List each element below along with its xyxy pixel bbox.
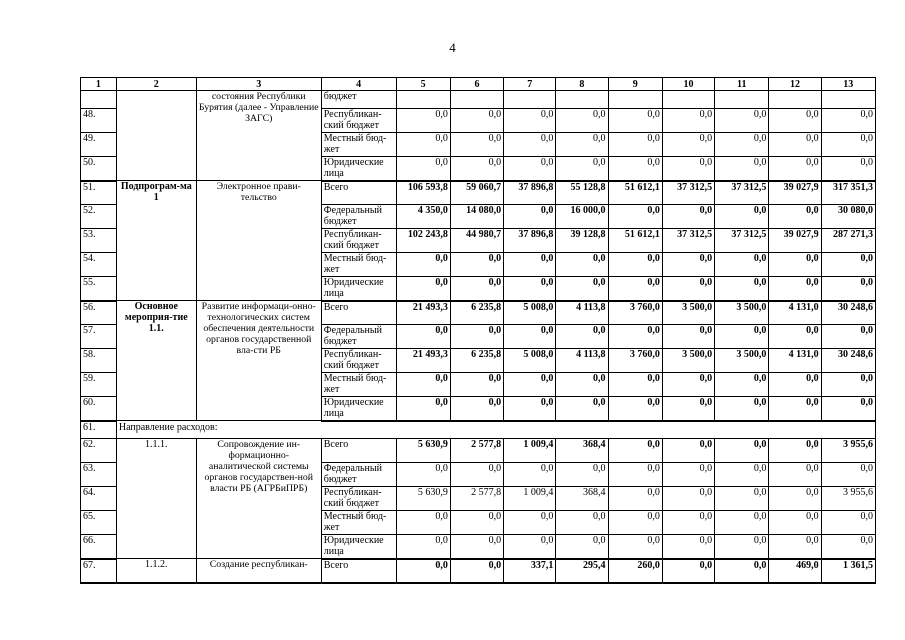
description-cell: Сопровождение ин-формационно-аналитической системы органов государствен-ной власти РБ (АГРБиПРБ) [196,439,321,559]
table-row [81,181,876,205]
column-header-3: 3 [196,78,321,91]
value-cell: 0,0 [715,439,769,463]
value-cell: 317 351,3 [821,181,875,205]
value-cell: 1 009,4 [504,487,556,511]
value-cell: 3 955,6 [821,439,875,463]
value-cell: 0,0 [608,535,662,559]
funding-source: Всего [321,301,396,325]
value-cell: 0,0 [556,535,608,559]
row-number: 49. [81,133,117,157]
funding-source: Местный бюд-жет [321,511,396,535]
value-cell: 0,0 [556,253,608,277]
value-cell: 39 128,8 [556,229,608,253]
value-cell: 0,0 [715,133,769,157]
funding-source: Местный бюд-жет [321,253,396,277]
value-cell: 0,0 [769,325,821,349]
funding-source: бюджет [321,91,396,109]
value-cell: 16 000,0 [556,205,608,229]
funding-source: Республикан-ский бюджет [321,487,396,511]
value-cell: 0,0 [662,487,714,511]
value-cell: 287 271,3 [821,229,875,253]
table-row [81,439,876,463]
row-number: 55. [81,277,117,301]
value-cell: 0,0 [769,373,821,397]
value-cell: 14 080,0 [450,205,503,229]
value-cell: 0,0 [450,325,503,349]
value-cell: 0,0 [396,511,450,535]
value-cell: 2 577,8 [450,439,503,463]
table-row [81,301,876,325]
value-cell: 0,0 [556,277,608,301]
program-cell: 1.1.1. [116,439,196,559]
value-cell: 39 027,9 [769,181,821,205]
section-row [81,421,876,439]
value-cell: 4 113,8 [556,301,608,325]
value-cell: 0,0 [715,277,769,301]
value-cell: 4 113,8 [556,349,608,373]
value-cell: 0,0 [821,277,875,301]
program-cell: 1.1.2. [116,559,196,583]
column-header-2: 2 [116,78,196,91]
value-cell: 5 008,0 [504,301,556,325]
value-cell: 59 060,7 [450,181,503,205]
funding-source: Местный бюд-жет [321,133,396,157]
value-cell: 0,0 [715,157,769,181]
value-cell: 0,0 [821,109,875,133]
value-cell: 0,0 [556,397,608,421]
value-cell: 0,0 [769,439,821,463]
value-cell: 3 760,0 [608,301,662,325]
value-cell: 0,0 [504,463,556,487]
value-cell: 0,0 [608,511,662,535]
value-cell: 3 760,0 [608,349,662,373]
value-cell: 0,0 [715,373,769,397]
value-cell: 0,0 [821,397,875,421]
value-cell: 0,0 [450,535,503,559]
value-cell: 0,0 [608,253,662,277]
value-cell: 0,0 [504,397,556,421]
value-cell: 0,0 [396,373,450,397]
funding-source: Республикан-ский бюджет [321,109,396,133]
value-cell: 0,0 [769,205,821,229]
value-cell: 3 500,0 [662,349,714,373]
column-header-12: 12 [769,78,821,91]
value-cell: 0,0 [504,133,556,157]
value-cell: 0,0 [608,109,662,133]
value-cell: 368,4 [556,439,608,463]
value-cell: 0,0 [715,109,769,133]
value-cell: 0,0 [662,535,714,559]
funding-source: Всего [321,181,396,205]
value-cell: 0,0 [769,463,821,487]
value-cell: 0,0 [715,559,769,583]
value-cell [504,91,556,109]
value-cell: 0,0 [715,511,769,535]
value-cell: 0,0 [715,325,769,349]
value-cell: 0,0 [396,277,450,301]
budget-table [80,77,876,584]
funding-source: Юридические лица [321,277,396,301]
value-cell: 368,4 [556,487,608,511]
value-cell: 0,0 [450,373,503,397]
value-cell: 0,0 [450,397,503,421]
value-cell: 0,0 [504,511,556,535]
column-header-1: 1 [81,78,117,91]
value-cell: 0,0 [608,277,662,301]
value-cell: 0,0 [450,133,503,157]
value-cell: 0,0 [504,373,556,397]
value-cell: 5 630,9 [396,439,450,463]
value-cell: 0,0 [504,205,556,229]
row-number: 65. [81,511,117,535]
value-cell: 0,0 [556,463,608,487]
value-cell: 0,0 [821,463,875,487]
value-cell: 0,0 [821,253,875,277]
value-cell: 4 131,0 [769,349,821,373]
value-cell: 0,0 [504,109,556,133]
funding-source: Юридические лица [321,157,396,181]
value-cell [396,91,450,109]
value-cell: 37 312,5 [662,181,714,205]
row-number: 52. [81,205,117,229]
column-header-6: 6 [450,78,503,91]
value-cell: 0,0 [715,535,769,559]
value-cell: 337,1 [504,559,556,583]
value-cell: 0,0 [769,109,821,133]
value-cell: 0,0 [450,253,503,277]
value-cell: 1 361,5 [821,559,875,583]
value-cell: 0,0 [608,487,662,511]
value-cell: 0,0 [715,253,769,277]
description-cell: состояния Республики Бурятия (далее - Управление ЗАГС) [196,91,321,181]
value-cell: 469,0 [769,559,821,583]
column-header-5: 5 [396,78,450,91]
value-cell: 5 008,0 [504,349,556,373]
value-cell: 0,0 [450,277,503,301]
value-cell: 3 500,0 [715,301,769,325]
row-number: 58. [81,349,117,373]
value-cell: 0,0 [450,157,503,181]
value-cell: 0,0 [769,397,821,421]
value-cell: 0,0 [662,253,714,277]
value-cell: 0,0 [556,511,608,535]
value-cell: 0,0 [504,277,556,301]
row-number: 61. [81,421,117,439]
program-cell: Подпрограм-ма 1 [116,181,196,301]
value-cell: 0,0 [608,133,662,157]
value-cell: 0,0 [769,133,821,157]
value-cell [608,91,662,109]
value-cell: 0,0 [662,397,714,421]
value-cell: 0,0 [662,157,714,181]
value-cell: 3 500,0 [662,301,714,325]
funding-source: Юридические лица [321,397,396,421]
description-cell: Электронное прави-тельство [196,181,321,301]
value-cell: 102 243,8 [396,229,450,253]
funding-source: Всего [321,439,396,463]
value-cell: 4 350,0 [396,205,450,229]
value-cell: 0,0 [662,109,714,133]
column-header-8: 8 [556,78,608,91]
value-cell: 0,0 [396,535,450,559]
row-number: 60. [81,397,117,421]
column-header-10: 10 [662,78,714,91]
value-cell: 51 612,1 [608,181,662,205]
value-cell: 30 248,6 [821,349,875,373]
value-cell: 0,0 [715,205,769,229]
value-cell: 21 493,3 [396,349,450,373]
value-cell: 0,0 [556,109,608,133]
value-cell: 0,0 [608,205,662,229]
value-cell: 21 493,3 [396,301,450,325]
value-cell: 0,0 [504,253,556,277]
value-cell: 0,0 [608,157,662,181]
value-cell: 0,0 [662,205,714,229]
row-number: 64. [81,487,117,511]
row-number: 54. [81,253,117,277]
value-cell: 37 312,5 [715,229,769,253]
value-cell: 0,0 [608,439,662,463]
value-cell: 0,0 [821,157,875,181]
value-cell: 0,0 [396,559,450,583]
value-cell: 0,0 [556,133,608,157]
value-cell: 0,0 [821,133,875,157]
funding-source: Федеральный бюджет [321,325,396,349]
value-cell: 0,0 [769,277,821,301]
row-number: 59. [81,373,117,397]
header-row [81,78,876,91]
value-cell: 3 955,6 [821,487,875,511]
value-cell: 0,0 [396,325,450,349]
value-cell [450,91,503,109]
funding-source: Федеральный бюджет [321,205,396,229]
value-cell: 0,0 [608,463,662,487]
section-title: Направление расходов: [116,421,875,439]
value-cell: 0,0 [504,535,556,559]
value-cell: 2 577,8 [450,487,503,511]
value-cell: 0,0 [769,157,821,181]
row-number: 53. [81,229,117,253]
value-cell: 0,0 [450,109,503,133]
value-cell: 0,0 [821,373,875,397]
value-cell: 30 080,0 [821,205,875,229]
value-cell [556,91,608,109]
value-cell: 1 009,4 [504,439,556,463]
column-header-4: 4 [321,78,396,91]
value-cell: 295,4 [556,559,608,583]
funding-source: Юридические лица [321,535,396,559]
value-cell: 0,0 [662,133,714,157]
value-cell: 0,0 [769,487,821,511]
value-cell: 0,0 [396,397,450,421]
row-number: 48. [81,109,117,133]
value-cell: 44 980,7 [450,229,503,253]
value-cell: 0,0 [504,325,556,349]
row-number: 57. [81,325,117,349]
value-cell: 0,0 [715,463,769,487]
value-cell: 37 896,8 [504,229,556,253]
column-header-7: 7 [504,78,556,91]
value-cell: 37 896,8 [504,181,556,205]
value-cell: 39 027,9 [769,229,821,253]
row-number [81,91,117,109]
value-cell [715,91,769,109]
value-cell: 0,0 [396,253,450,277]
value-cell: 0,0 [556,325,608,349]
value-cell: 0,0 [556,373,608,397]
value-cell: 0,0 [504,157,556,181]
column-header-11: 11 [715,78,769,91]
table-row [81,91,876,109]
funding-source: Федеральный бюджет [321,463,396,487]
value-cell: 6 235,8 [450,301,503,325]
value-cell: 0,0 [450,511,503,535]
row-number: 63. [81,463,117,487]
funding-source: Республикан-ский бюджет [321,229,396,253]
table-row [81,559,876,583]
value-cell: 30 248,6 [821,301,875,325]
value-cell: 0,0 [396,463,450,487]
value-cell: 0,0 [662,511,714,535]
value-cell [662,91,714,109]
value-cell: 0,0 [662,373,714,397]
value-cell: 51 612,1 [608,229,662,253]
column-header-9: 9 [608,78,662,91]
value-cell: 0,0 [608,397,662,421]
program-cell: Основное мероприя-тие 1.1. [116,301,196,421]
value-cell: 0,0 [662,439,714,463]
value-cell: 0,0 [396,109,450,133]
value-cell: 55 128,8 [556,181,608,205]
value-cell: 0,0 [662,325,714,349]
value-cell: 0,0 [608,373,662,397]
row-number: 56. [81,301,117,325]
value-cell: 0,0 [821,325,875,349]
row-number: 50. [81,157,117,181]
funding-source: Республикан-ский бюджет [321,349,396,373]
value-cell: 0,0 [450,463,503,487]
column-header-13: 13 [821,78,875,91]
value-cell: 0,0 [769,511,821,535]
value-cell: 37 312,5 [715,181,769,205]
value-cell: 0,0 [769,253,821,277]
description-cell: Развитие информаци-онно-технологических систем обеспечения деятельности органов государственной вла-сти РБ [196,301,321,421]
value-cell [769,91,821,109]
value-cell: 0,0 [715,397,769,421]
value-cell: 4 131,0 [769,301,821,325]
row-number: 62. [81,439,117,463]
value-cell [821,91,875,109]
value-cell: 0,0 [715,487,769,511]
value-cell: 6 235,8 [450,349,503,373]
row-number: 67. [81,559,117,583]
value-cell: 0,0 [662,559,714,583]
value-cell: 0,0 [662,463,714,487]
row-number: 66. [81,535,117,559]
value-cell: 0,0 [608,325,662,349]
value-cell: 0,0 [821,535,875,559]
value-cell: 0,0 [769,535,821,559]
value-cell: 0,0 [450,559,503,583]
program-cell [116,91,196,181]
description-cell: Создание республикан- [196,559,321,583]
value-cell: 106 593,8 [396,181,450,205]
value-cell: 0,0 [662,277,714,301]
value-cell: 0,0 [821,511,875,535]
value-cell: 0,0 [396,133,450,157]
value-cell: 0,0 [556,157,608,181]
page-number: 4 [449,40,456,55]
value-cell: 0,0 [396,157,450,181]
row-number: 51. [81,181,117,205]
value-cell: 3 500,0 [715,349,769,373]
funding-source: Всего [321,559,396,583]
value-cell: 260,0 [608,559,662,583]
value-cell: 37 312,5 [662,229,714,253]
funding-source: Местный бюд-жет [321,373,396,397]
value-cell: 5 630,9 [396,487,450,511]
